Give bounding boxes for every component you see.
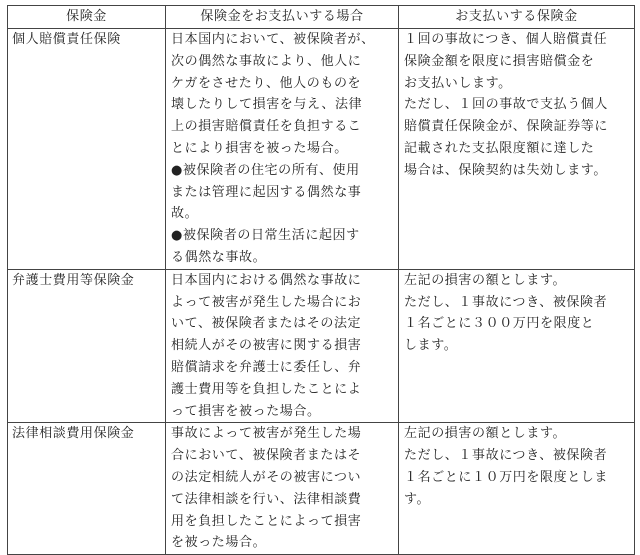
conditions-cell	[166, 423, 399, 555]
conditions-line: 次の偶然な事故により、他人に	[171, 53, 362, 69]
payment-cell	[399, 29, 635, 270]
conditions-line: て法律相談を行い、法律相談費	[171, 491, 362, 507]
table-body	[8, 29, 635, 555]
payment-line: す。	[404, 491, 431, 507]
payment-line: １回の事故につき、個人賠償責任	[404, 32, 608, 47]
payment-line: お支払いします。	[404, 75, 512, 91]
table-header-row	[8, 6, 635, 29]
conditions-line: の法定相続人がその被害につい	[171, 469, 362, 485]
insurance-name-cell: 法律相談費用保険金	[8, 423, 166, 555]
payment-line: 記載された支払限度額に達した	[404, 140, 595, 156]
conditions-line: 故。	[171, 206, 199, 222]
conditions-line: る偶然な事故。	[171, 249, 267, 265]
payment-line: ただし、１事故につき、被保険者	[404, 294, 608, 310]
payment-line: ただし、１事故につき、被保険者	[404, 448, 608, 464]
conditions-line: 事故によって被害が発生した場	[171, 426, 362, 442]
payment-line: 場合は、保険契約は失効します。	[404, 162, 607, 178]
header-insurance-type: 保険金	[8, 6, 166, 29]
conditions-line: 日本国内における偶然な事故に	[171, 272, 362, 288]
payment-line: １名ごとに３００万円を限度と	[404, 316, 595, 332]
conditions-line: 上の損害賠償責任を負担するこ	[171, 119, 362, 135]
conditions-line: 壊したりして損害を与え、法律	[171, 97, 363, 113]
conditions-line: とにより損害を被った場合。	[171, 140, 348, 156]
conditions-line: または管理に起因する偶然な事	[171, 184, 362, 200]
table-row	[8, 269, 635, 423]
table-row	[8, 423, 635, 555]
payment-line: １名ごとに１０万円を限度としま	[404, 469, 609, 485]
conditions-line: 賠償請求を弁護士に委任し、弁	[171, 359, 362, 375]
conditions-line: よって被害が発生した場合にお	[171, 294, 362, 310]
payment-line: 左記の損害の額とします。	[404, 426, 567, 442]
conditions-line: 相続人がその被害に関する損害	[171, 338, 362, 354]
payment-cell	[399, 423, 635, 555]
payment-line: 左記の損害の額とします。	[404, 272, 567, 288]
payment-cell	[399, 269, 635, 423]
insurance-name-cell: 弁護士費用等保険金	[8, 269, 166, 423]
insurance-coverage-table	[7, 5, 635, 555]
conditions-line: 用を負担したことによって損害	[171, 513, 362, 529]
conditions-line: いて、被保険者またはその法定	[171, 316, 362, 332]
conditions-line: 日本国内において、被保険者が、	[171, 32, 375, 47]
header-payment-amount: お支払いする保険金	[399, 6, 635, 29]
payment-line: ただし、１回の事故で支払う個人	[404, 97, 609, 113]
conditions-line: ●被保険者の住宅の所有、使用	[171, 162, 360, 178]
payment-line: します。	[404, 338, 458, 354]
conditions-line: を被った場合。	[171, 535, 267, 551]
header-payment-conditions: 保険金をお支払いする場合	[166, 6, 399, 29]
table-row	[8, 29, 635, 270]
conditions-line: ケガをさせたり、他人のものを	[171, 75, 362, 91]
conditions-cell	[166, 269, 399, 423]
insurance-name-cell: 個人賠償責任保険	[8, 29, 166, 270]
conditions-line: って損害を被った場合。	[171, 403, 321, 419]
conditions-line: ●被保険者の日常生活に起因す	[171, 228, 360, 244]
conditions-cell	[166, 29, 399, 270]
conditions-line: 合において、被保険者またはそ	[171, 448, 362, 464]
payment-line: 保険金額を限度に損害賠償金を	[404, 53, 595, 69]
payment-line: 賠償責任保険金が、保険証券等に	[404, 119, 609, 135]
conditions-line: 護士費用等を負担したことによ	[171, 381, 362, 397]
